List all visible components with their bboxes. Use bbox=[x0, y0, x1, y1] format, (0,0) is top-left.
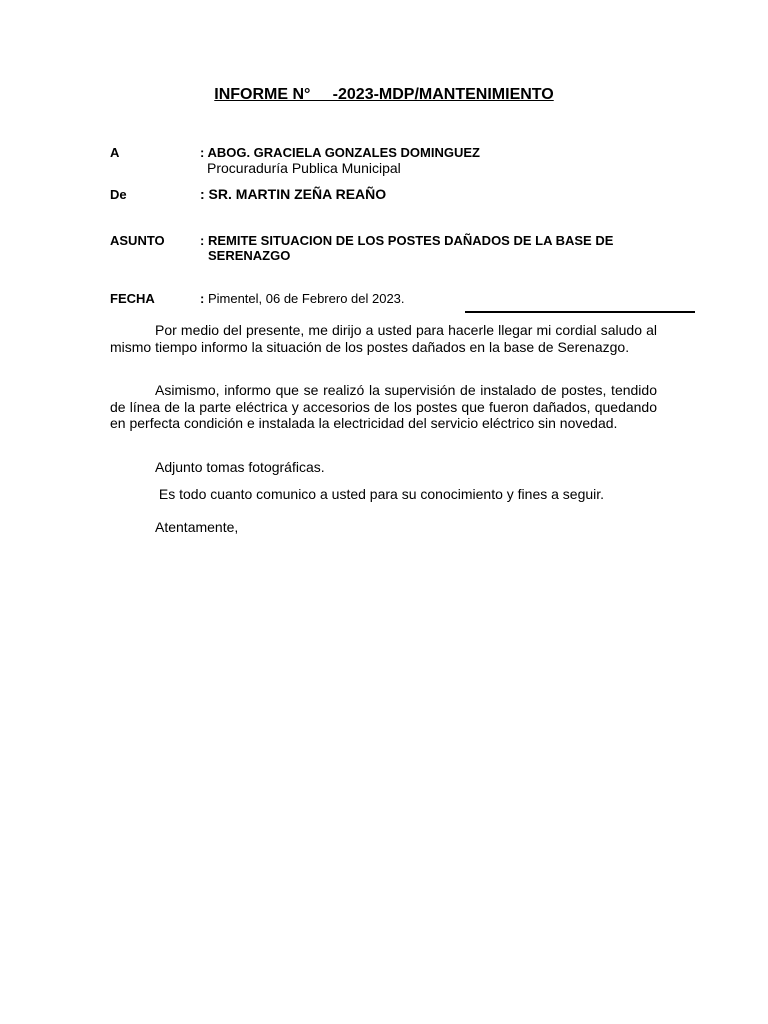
from-name: : SR. MARTIN ZEÑA REAÑO bbox=[200, 186, 387, 202]
subject-line-2: SERENAZGO bbox=[208, 248, 291, 263]
paragraph-intro: Por medio del presente, me dirijo a usted para hacerle llegar mi cordial saludo al mismo tiempo informo la situación de los postes dañados en la base de Serenazgo. bbox=[110, 322, 657, 355]
paragraph-conclusion: Es todo cuanto comunico a usted para su conocimiento y fines a seguir. bbox=[155, 486, 605, 502]
date-value: Pimentel, 06 de Febrero del 2023. bbox=[204, 291, 405, 306]
paragraph-supervision: Asimismo, informo que se realizó la supervisión de instalado de postes, tendido de línea de la parte eléctrica y accesorios de los postes que fueron dañados, quedando en perfecta condición e instalada la electricidad del servicio eléctrico sin novedad. bbox=[110, 382, 657, 431]
to-label: A bbox=[110, 145, 120, 160]
to-office: Procuraduría Publica Municipal bbox=[207, 160, 401, 176]
subject-label: ASUNTO bbox=[110, 233, 165, 248]
subject-line-1: : REMITE SITUACION DE LOS POSTES DAÑADOS DE LA BASE DE bbox=[200, 233, 614, 248]
closing-salutation: Atentamente, bbox=[155, 519, 239, 535]
document-title-text: INFORME N° -2023-MDP/MANTENIMIENTO bbox=[214, 86, 554, 103]
divider-line bbox=[465, 311, 695, 313]
to-name: : ABOG. GRACIELA GONZALES DOMINGUEZ bbox=[200, 145, 480, 160]
from-label: De bbox=[110, 187, 127, 202]
paragraph-attachments: Adjunto tomas fotográficas. bbox=[155, 459, 325, 475]
date-label: FECHA bbox=[110, 291, 155, 306]
date-field bbox=[200, 291, 405, 306]
date-colon: : bbox=[200, 291, 205, 306]
document-title bbox=[0, 86, 768, 104]
